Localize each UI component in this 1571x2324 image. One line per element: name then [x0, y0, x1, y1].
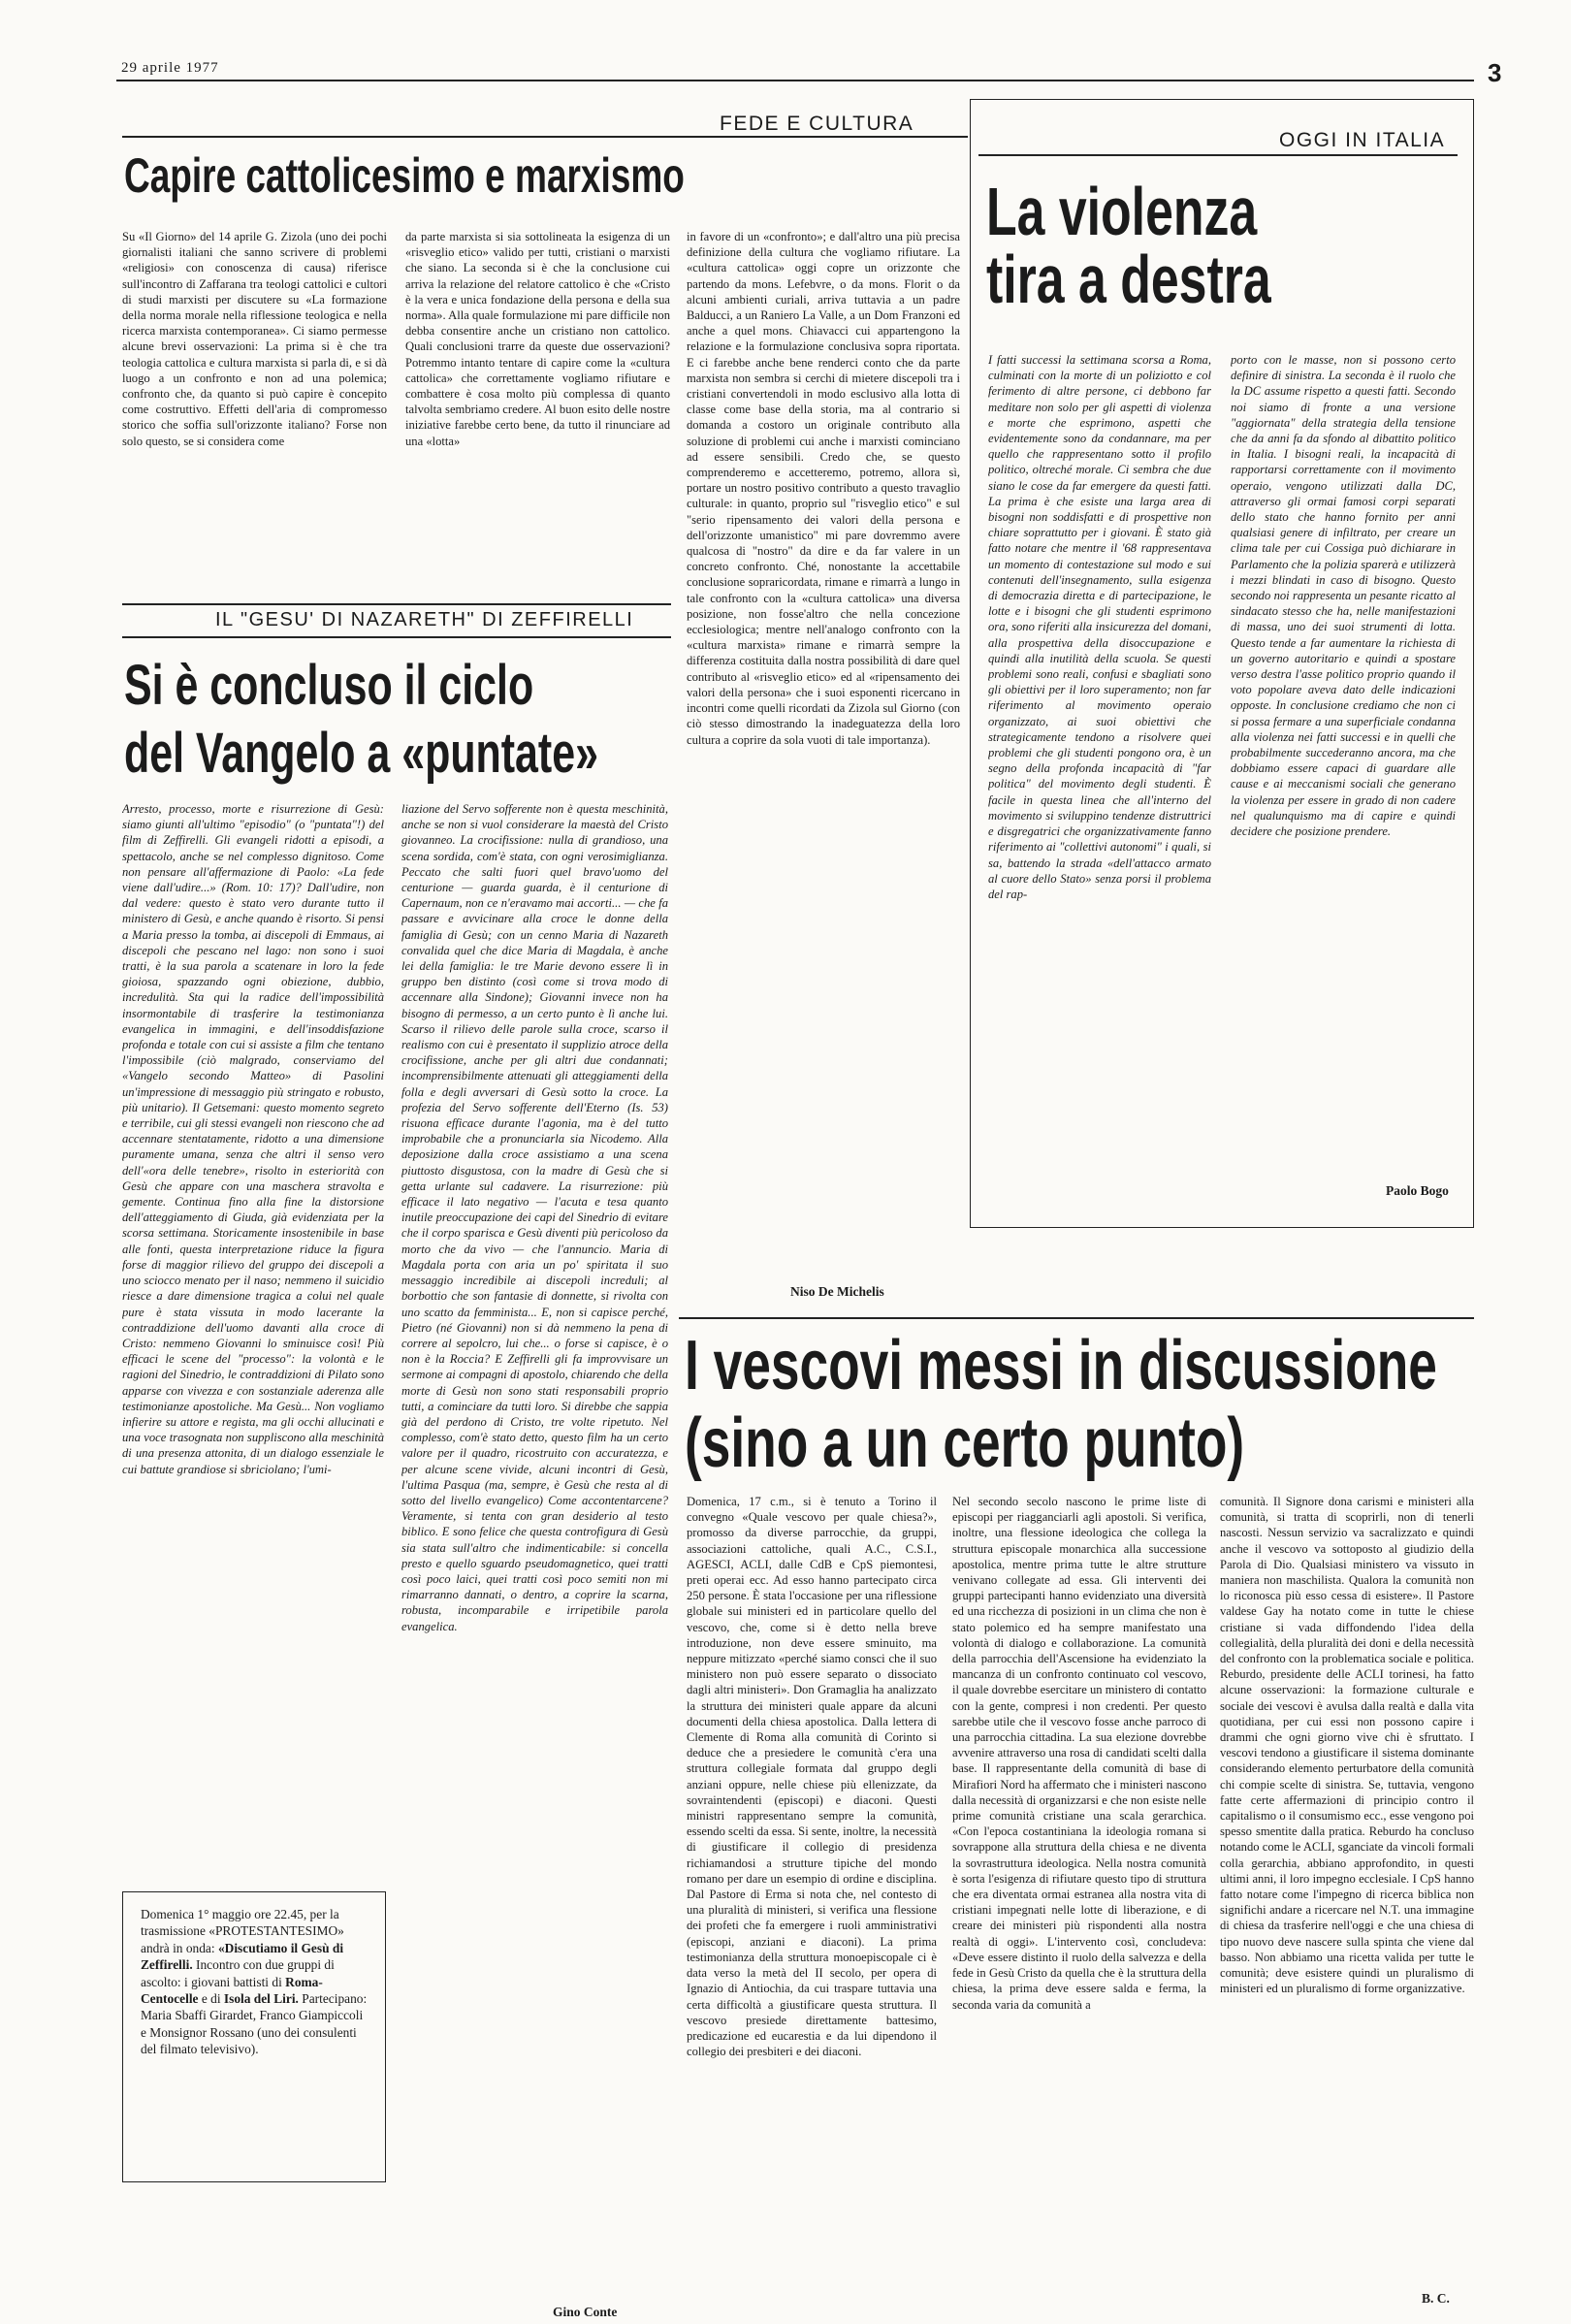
article-column: in favore di un «confronto»; e dall'altro una più precisa definizione della cultura che vogliamo rifiutare. La «cultura cattolica» oggi copre un orizzonte che partendo da mons. Lefebvre, o da mons. Florit o da alcuni ambienti curiali, arriva tuttavia a un padre Balducci, a un Raniero La Valle, a un Dom Franzoni ed anche a quel mons. Chiavacci cui appartengono la relazione e la formulazione conclusiva sopra riportata. E ci farebbe anche bene renderci conto che da parte marxista non sembra si cerchi di mietere discepoli tra i cristiani convertendoli in modo esclusivo alla lotta di classe come base della storia, ma al contrario si domanda a costoro un originale contributo alla soluzione di problemi cui anche i marxisti cominciano ad essere sensibili. Credo che, se questo comprenderemo e accetteremo, potremo, allora sì, portare un nostro positivo contributo a questo travaglio culturale: in quanto, proprio sul "risveglio etico" e sul "serio ripensamento dei valori della persona e dell'orizzonte umanistico" mi pare dovremmo avere qualcosa di "nostro" da dire e da far valere in un concreto confronto. Ché, nonostante la accettabile conclusione sopraricordata, rimane e rimarrà a lungo in tale confronto con la «cultura cattolica» una diversa posizione, non fosse'altro che nella concezione ecclesiologica; mentre nell'analogo confronto con la «cultura marxista» rimane e rimarrà sempre la differenza costituita dalla nostra possibilità di dare quel contributo al «risveglio etico» ed al «ripensamento dei valori della persona» che i suoi esponenti ricercano in incontri come quelli ricordati da Zizola sul Giorno (con ciò stesso dimostrando la inadeguatezza della loro cultura a coprire da sola vuoti di tale importanza).	[687, 230, 960, 747]
tv-text: Domenica 1° maggio ore 22.45, per la trasmissione «PROTESTANTESIMO» andrà in onda:	[141, 1907, 344, 1955]
tv-text-bold: «Discutiamo il Gesù di Zeffirelli.	[141, 1940, 344, 1973]
header-rule	[116, 80, 1474, 81]
section-rule	[122, 636, 671, 638]
article-title-vangelo: Si è concluso il ciclo del Vangelo a «puntate»	[124, 654, 598, 785]
section-rule	[122, 603, 671, 605]
article-title-vescovi: I vescovi messi in discussione (sino a un certo punto)	[685, 1327, 1437, 1482]
section-rule	[122, 136, 968, 138]
article-title-violenza: La violenza tira a destra	[986, 174, 1271, 317]
section-label-oggi-italia: OGGI IN ITALIA	[1279, 129, 1446, 151]
article-column: da parte marxista si sia sottolineata la esigenza di un «risveglio etico» valido per tutti, cristiani o marxisti che siano. La seconda si è che la conclusione cui arriva la relazione del relatore cattolico è che «Cristo è la vera e unica fondazione della persona e della sua norma». Alla quale formulazione mi pare difficile non debba consentire anche un cristiano non cattolico. Quali conclusioni trarre da queste due osservazioni? Potremmo intanto tentare di capire come la «cultura cattolica» che correttamente vogliamo rifiutare e combattere è cosa molto più complessa di quanto talvolta sembriamo credere. Al buon esito delle nostre iniziative farebbe certo bene, da tutto il rinunciare ad una «lotta»	[405, 230, 670, 448]
article-column: porto con le masse, non si possono certo definire di sinistra. La seconda è il ruolo che la DC assume rispetto a questi fatti. Secondo noi siamo di fronte a una versione "aggiornata" della strategia della tensione che da anni fa da sfondo al dibattito politico in Italia. I bisogni reali, la incapacità di rapportarsi correttamente con il movimento operaio, vengono utilizzati dalla DC, attraverso gli ormai famosi corpi separati dello stato che hanno fornito per anni qualsiasi genere di infiltrato, per creare un clima tale per cui Cossiga può dichiarare in Parlamento che la polizia sparerà e utilizzerà i mezzi blindati in caso di bisogno. Questo secondo noi rappresenta un pesante ricatto al sindacato stesso che ha, nelle manifestazioni di massa, uno dei suoi strumenti di lotta. Questo tende a far aumentare la richiesta di un governo autoritario e quindi a spostare verso destra l'asse politico proprio quando il voto popolare aveva dato delle indicazioni opposte. In conclusione crediamo che non ci si possa fermare a una superficiale condanna alla violenza nei fatti successi e in quelli che probabilmente succederanno ancora, ma che dobbiamo essere capaci di guardare alle cause e ai meccanismi sociali che generano la violenza per essere in grado di non cadere nel qualunquismo ma di capire e quindi decidere che posizione prendere.	[1231, 353, 1456, 839]
article-signature: B. C.	[1422, 2291, 1450, 2306]
article-column: I fatti successi la settimana scorsa a Roma, culminati con la morte di un poliziotto e col ferimento di altre persone, ci debbono far meditare non solo per gli aspetti di violenza e morte che esprimono, aspetti che evidentemente sono da condannare, ma per quello che rappresentano sotto il profilo politico, oltreché morale. Ci sembra che due siano le cose da far emergere da questi fatti. La prima è che esiste una larga area di bisogni non soddisfatti e di prospettive non chiare soprattutto per i giovani. È stato già fatto notare che mentre il '68 rappresentava un momento di contestazione sul modo e sui contenuti dell'insegnamento, sulla esigenza di democrazia diretta e di partecipazione, le lotte e i bisogni che gli studenti esprimono ora, sono riferiti alla insicurezza del domani, alla prospettiva della disoccupazione e quindi alla inutilità della scuola. Se questi problemi sono reali, confusi e sbagliati sono gli obiettivi per il loro superamento; non far riferimento al movimento operaio organizzato, ai suoi obiettivi che strategicamente tendono a risolvere quei problemi che gli studenti pongono ora, è un segno della profonda incapacità di "far politica" del movimento degli studenti. È facile in questa linea che all'interno del movimento si sviluppino tendenze distruttrici e disgregatrici che organizzativamente fanno riferimento ai "collettivi autonomi" i quali, si sa, battendo la strada «dell'attacco armato al cuore dello Stato» senza porsi il problema del rap-	[988, 353, 1211, 901]
article-column: Arresto, processo, morte e risurrezione di Gesù: siamo giunti all'ultimo "episodio" (o "puntata"!) del film di Zeffirelli. Gli evangeli ridotti a episodi, a spettacolo, anche se nel complesso dignitoso. Come non pensare all'affermazione di Paolo: «La fede viene dall'udire...» (Rom. 10: 17)? Dall'udire, non dal vedere: questo è stato vero durante tutto il ministero di Gesù, e anche quando è risorto. Si pensi a Maria presso la tomba, ai discepoli di Emmaus, ai discepoli che pescano nel lago: non sono i suoi tratti, è la sua parola a scatenare in loro la fede gioiosa, spazzando ogni obiezione, dubbio, incredulità. Sta qui la radice dell'impossibilità insormontabile di trasferire la testimonianza evangelica in immagini, e dell'insoddisfazione profonda e totale con cui si assiste a film che tentano l'impossibile (ciò malgrado, conserviamo del «Vangelo secondo Matteo» di Pasolini un'impressione di messaggio più stringato e robusto, più unitario). Il Getsemani: questo momento segreto e terribile, cui gli stessi evangeli non riescono che ad accennare stentatamente, ridotto a una dimensione puramente umana, senza che altri il senso vero dell'«ora delle tenebre», risolto in esteriorità con Gesù che appare con una maschera stravolta e gemente. Continua fino alla fine la distorsione dell'atteggiamento di Giuda, già evidenziata per la scorsa settimana. Storicamente insostenibile in base alle fonti, questa interpretazione riduce la figura forse di maggior rilievo del gruppo dei discepoli a uno sciocco menato per il naso; nemmeno il suicidio riesce a dare dimensione tragica a colui nel quale pure è stata vissuta in modo lacerante la contraddizione dell'uomo davanti alla croce di Cristo: nemmeno Giovanni lo sminuisce così! Più efficaci le scene del "processo": la volontà e le ragioni del Sinedrio, le contraddizioni di Pilato sono apparse con vivezza e con sostanziale aderenza alle testimonianze apostoliche. Ma Gesù... Non vogliamo infierire su attore e regista, ma gli occhi allucinati e una voce trasognata non suppliscono alla meschinità di una presenza attonita, di un dialogo essenziale le cui battute grandiose si sbriciolano; l'umi-	[122, 802, 384, 1476]
tv-text-bold: Roma-Centocelle	[141, 1974, 323, 2007]
section-rule	[679, 1317, 1474, 1319]
tv-text: Incontro con due gruppi di ascolto: i giovani battisti di	[141, 1957, 335, 1989]
article-signature: Gino Conte	[553, 2305, 618, 2319]
section-rule	[978, 154, 1458, 156]
article-column: comunità. Il Signore dona carismi e ministeri alla comunità, si tratta di scoprirli, non di tenerli nascosti. Nessun servizio va sacralizzato e quindi anche il vescovo va sottoposto al giudizio della Parola di Dio. Qualsiasi ministero va vissuto in maniera non maschilista. Qualora la comunità non lo riconosca più esso cessa di esistere». Il Pastore valdese Gay ha notato come in tutte le chiese cristiane si vada diffondendo l'idea della collegialità, della pluralità dei doni e della necessità del confronto con la problematica sociale e politica. Reburdo, presidente delle ACLI torinesi, ha fatto alcune osservazioni: la formazione culturale e sociale dei vescovi è avulsa dalla realtà e dalla vita quotidiana, per cui essi non possono capire i drammi che ogni giorno vive chi è sfruttato. I vescovi tendono a giustificare il sistema dominante considerando elemento perturbatore della comunità chi compie scelte di sinistra. Se, tuttavia, vengono fatte certe affermazioni di principio contro il capitalismo o il consumismo ecc., esse vengono poi spesso smentite dalla pratica. Reburdo ha concluso notando come le ACLI, sganciate da vincoli formali colla gerarchia, abbiano approfondito, in questi ultimi anni, il loro impegno ecclesiale. I CpS hanno fatto notare come l'impegno di ricerca biblica non significhi andare a ricercare nel N.T. una immagine di chiesa da trasferire nell'oggi e che una chiesa di tipo nuovo deve nascere sulla spinta che viene dal basso. Non abbiamo una ricetta valida per tutte le comunità; deve esistere quindi un pluralismo di ministeri ed un pluralismo di forme organizzative.	[1220, 1495, 1474, 1996]
section-label-zeffirelli: IL "GESU' DI NAZARETH" DI ZEFFIRELLI	[215, 609, 634, 630]
article-signature: Niso De Michelis	[790, 1284, 884, 1299]
tv-text: e di	[198, 1991, 224, 2007]
section-label-fede-cultura: FEDE E CULTURA	[720, 113, 914, 135]
article-column: liazione del Servo sofferente non è questa meschinità, anche se non si vuol considerare la maestà del Cristo giovanneo. La crocifissione: nulla di grandioso, una scena sordida, com'è stata, con ogni verosimiglianza. Peccato che salti fuori quel bravo'uomo del centurione — guarda guarda, è il centurione di Capernaum, non ce n'eravamo mai accorti... — che fa passare e avvicinare alla croce le donne della famiglia di Gesù; con un cenno Maria di Nazareth convalida quel che dice Maria di Magdala, è anche lei della famiglia: le tre Marie devono essere lì in gruppo ben distinto (così come si trova modo di accennare alla Sindone); Giovanni invece non ha bisogno di permesso, a un certo punto è lì anche lui. Scarso il rilievo delle parole sulla croce, scarso il realismo con cui è presentato il supplizio atroce della crocifissione, anche per gli altri due condannati; incomprensibilmente attenuati gli atteggiamenti della folla e degli avversari di Gesù sotto la croce. La profezia del Servo sofferente dell'Eterno (Is. 53) risuona efficace durante l'agonia, ma è del tutto improbabile che a pronunciarla sia Nicodemo. Alla deposizione dalla croce assistiamo a una scena piuttosto disgustosa, con la madre di Gesù che si getta urlante sul cadavere. La risurrezione: più efficace il lato negativo — l'acuta e tesa quanto inutile preoccupazione dei capi del Sinedrio di evitare che il corpo sparisca e Gesù diventi più pericoloso da morto che da vivo — che l'annuncio. Maria di Magdala porta con aria un po' spiritata il suo messaggio incredibile ai discepoli increduli; al borbottio che son fantasie di donnette, si rivolta con uno scatto da femminista... E, non si capisce perché, Pietro (né Giovanni) non si dà nemmeno la pena di correre al sepolcro, lui che... o forse si capisce, è o non è la Roccia? E Zeffirelli gli fa improvvisare un sermone ai compagni di apostolo, chiarendo che della morte di Gesù non sono stati responsabili proprio tutti, a cominciare da tutti loro. Si direbbe che sappia già del perdono di Cristo, tre volte ripetuto. Nel complesso, com'è stato detto, questo film ha un certo valore per il quadro, ricostruito con accuratezza, e per alcune scene vivide, alcuni incontri di Gesù, l'ultima Pasqua (ma, sempre, è Gesù che resta al di sotto del livello evangelico) Come accontentarcene? Veramente, si tenta con gran desiderio al testo biblico. E sono felice che questa controfigura di Gesù sia stata sull'altro che indimenticabile: si concella presto e quello sguardo pseudomagnetico, quei tratti così poco laici, quei tratti così poco semiti non mi rimarranno dannati, o dentro, a coprire la scarna, robusta, incomparabile e irripetibile parola evangelica.	[401, 802, 668, 1633]
article-column: Nel secondo secolo nascono le prime liste di episcopi per riagganciarli agli apostoli. Si verifica, inoltre, una flessione ideologica che collega la struttura episcopale monarchica alla successione apostolica, mentre prima tutte le altre strutture venivano collegate ad essa. Gli interventi dei gruppi partecipanti hanno evidenziato una diversità ed una ricchezza di posizioni in un clima che non è stato polemico ed ha sempre manifestato una volontà di dialogo e collaborazione. La comunità della parrocchia dell'Ascensione ha evidenziato la mancanza di un confronto continuato col vescovo, il quale dovrebbe esercitare un ministero di contatto con la gente, compresi i non credenti. Per questo sarebbe utile che il vescovo fosse anche parroco di una parrocchia cittadina. La sua elezione dovrebbe avvenire attraverso una rosa di candidati scelti dalla base. Il rappresentante della comunità di base di Mirafiori Nord ha affermato che i ministeri nascono dalla necessità di organizzarsi e che non esiste nelle prime comunità cristiane una scala gerarchica. «Con l'epoca costantiniana la ideologia romana si sovrappone alla struttura della chiesa e ne diventa la sovrastruttura ideologica. Nella nostra comunità è sorta l'esigenza di rifiutare questo tipo di struttura che era diventata ormai estranea alla nostra vita di cristiani impegnati nelle lotte di liberazione, e di creare dei ministeri più rispondenti alla nostra realtà di oggi». L'intervento così, concludeva: «Deve essere distinto il ruolo della salvezza e della fede in Gesù Cristo da quella che è la struttura della chiesa, la prima deve essere salda e ferma, la seconda varia da comunità a	[952, 1495, 1206, 2012]
article-signature: Paolo Bogo	[1386, 1183, 1449, 1198]
article-column: Domenica, 17 c.m., si è tenuto a Torino il convegno «Quale vescovo per quale chiesa?», promosso da diverse parrocchie, da gruppi, associazioni cattoliche, quali A.C., C.S.I., AGESCI, ACLI, dalle CdB e CpS piemontesi, preti operai ecc. Ad esso hanno partecipato circa 250 persone. È stata l'occasione per una riflessione globale sui ministeri ed in particolare quello del vescovo, che, come si è detto nella breve introduzione, non deve essere sminuito, ma neppure mitizzato «perché siamo consci che il suo ministero non può essere separato o dissociato dagli altri ministeri». Don Gramaglia ha analizzato la struttura dei ministeri quale appare da alcuni documenti della chiesa apostolica. Dalla lettera di Clemente di Roma alla comunità di Corinto si deduce che a presiedere le comunità c'era una struttura collegiale formata dal gruppo degli anziani oppure, nelle chiese più ellenizzate, da sovraintendenti (episcopi) e diaconi. Questi ministri rappresentano sempre la comunità, essendo scelti da essa. Si sente, inoltre, la necessità di giustificare il collegio di presidenza richiamandosi a strutture tipiche del mondo romano per dare un esempio di ordine e disciplina. Dal Pastore di Erma si nota che, nel contesto di una pluralità di ministeri, si verifica una flessione dei profeti che fa emergere i ruoli amministrativi (episcopi, anziani e diaconi). La prima testimonianza della struttura monoepiscopale ci è data verso la metà del II secolo, per opera di Ignazio di Antiochia, da cui traspare tuttavia una certa difficoltà a giustificare questa struttura. Il vescovo presiede direttamente battesimo, predicazione ed eucarestia e da lui dipendono il collegio dei presbiteri e dei diaconi.	[687, 1495, 937, 2059]
tv-text: Partecipano: Maria Sbaffi Girardet, Franco Giampiccoli e Monsignor Rossano (uno dei consulenti del filmato televisivo).	[141, 1991, 368, 2057]
article-title-marxismo: Capire cattolicesimo e marxismo	[124, 148, 685, 203]
issue-date: 29 aprile 1977	[121, 60, 219, 76]
tv-text-bold: Isola del Liri.	[223, 1991, 299, 2007]
oggi-italia-box	[970, 99, 1474, 1228]
tv-program-box	[122, 1891, 386, 2182]
page-number: 3	[1488, 58, 1502, 87]
article-column: Su «Il Giorno» del 14 aprile G. Zizola (uno dei pochi giornalisti italiani che sanno scrivere di problemi «religiosi» con conoscenza di causa) riferisce sull'incontro di Zaffarana tra teologi cattolici e cultori di studi marxisti per discutere su «La formazione della norma morale nella riflessione teologica e nella ricerca marxista contemporanea». Ci siamo permesse alcune brevi osservazioni: La prima si è che tra teologia cattolica e cultura marxista si parla di, e si dà luogo a un confronto e non ad una polemica; confronto che, da quanto si può capire è concepito come costruttivo. Effetti dell'aria di compromesso storico che soffia sull'orizzonte italiano? Forse non solo questo, se si considera come	[122, 230, 387, 448]
